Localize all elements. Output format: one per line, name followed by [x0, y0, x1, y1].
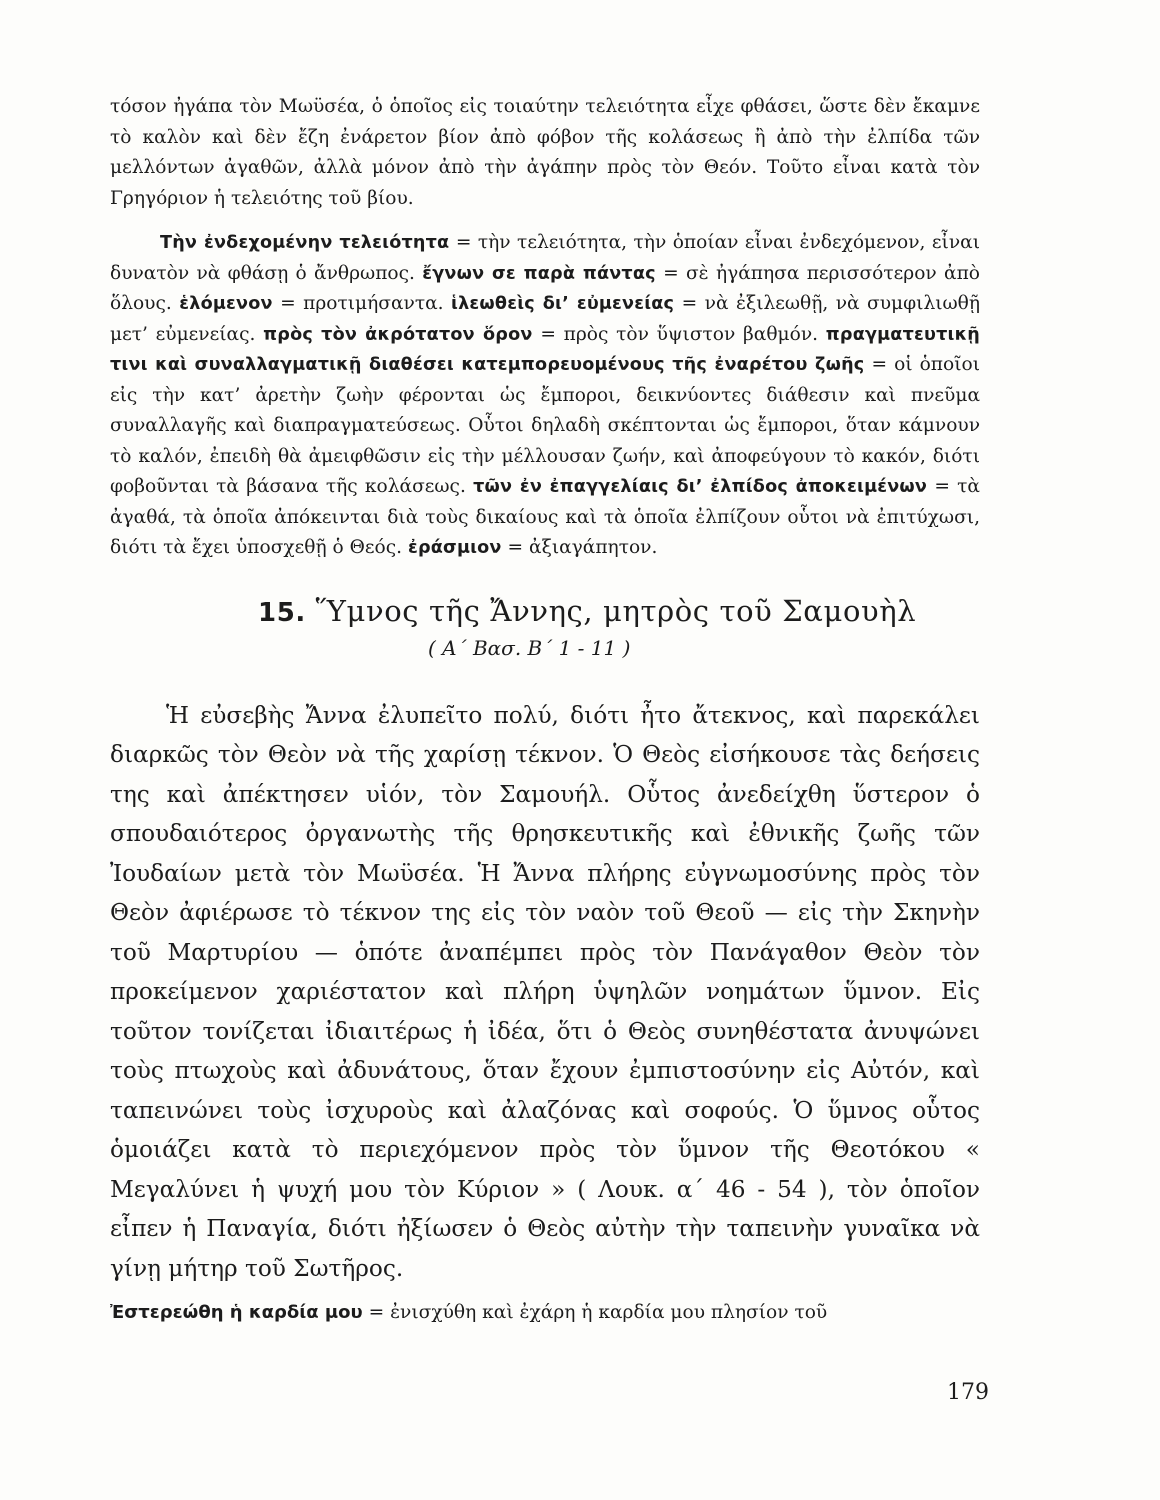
page-content [110, 92, 980, 1328]
gloss-term: Τὴν ἐνδεχομένην τελειότητα [160, 233, 450, 253]
section-number: 15. [258, 597, 306, 628]
section-reference: ( Α΄ Βασ. Β΄ 1 - 11 ) [428, 635, 631, 660]
section-title-text: Ὕμνος τῆς Ἄννης, μητρὸς τοῦ Σαμουὴλ [305, 593, 917, 628]
gloss-term: ἑλόμενον [179, 294, 273, 314]
gloss-definition: = τὴν τελειότητα, τὴν ὁποίαν εἶναι ἐνδεχόμενον, εἶναι δυνατὸν νὰ φθάσῃ ὁ ἄνθρωπος. [110, 232, 980, 284]
gloss-definition: = προτιμήσαντα. [272, 293, 452, 314]
gloss-definition: = ἐνισχύθη καὶ ἐχάρη ἡ καρδία μου πλησίον τοῦ [362, 1302, 828, 1323]
gloss-term: πρὸς τὸν ἀκρότατον ὅρον [263, 324, 533, 345]
gloss-term: ἐράσμιον [407, 538, 502, 558]
gloss-definition: = οἱ ὁποῖοι εἰς τὴν κατ’ ἀρετὴν ζωὴν φέρονται ὡς ἔμποροι, δεικνύοντες διάθεσιν καὶ πνεῦμα συναλλαγῆς καὶ διαπραγματεύσεως. Οὗτοι δηλαδὴ σκέπτονται ὡς ἔμποροι, ὅταν κάμνουν τὸ καλόν, ἐπειδὴ θὰ ἀμειφθῶσιν εἰς τὴν μέλλουσαν ζωήν, καὶ ἀποφεύγουν τὸ κακόν, διότι φοβοῦνται τὰ βάσανα τῆς κολάσεως. [110, 354, 980, 497]
glossary-paragraph [110, 228, 980, 564]
gloss-definition: = σὲ ἠγάπησα περισσότερον ἀπὸ ὅλους. [110, 262, 980, 314]
gloss-term: Ἐστερεώθη ἡ καρδία μου [110, 1302, 363, 1323]
gloss-term: ἔγνων σε παρὰ πάντας [422, 263, 656, 284]
gloss-definition: = νὰ ἐξιλεωθῇ, νὰ συμφιλιωθῇ μετ’ εὐμενείας. [110, 293, 981, 345]
gloss-term: ἱλεωθεὶς δι’ εὐμενείας [451, 294, 675, 314]
paragraph-text: τόσον ἠγάπα τὸν Μωϋσέα, ὁ ὁποῖος εἰς τοιαύτην τελειότητα εἶχε φθάσει, ὥστε δὲν ἔκαμνε τὸ καλὸν καὶ δὲν ἔζη ἐνάρετον βίον ἀπὸ φόβον τῆς κολάσεως ἢ ἀπὸ τὴν ἐλπίδα τῶν μελλόντων ἀγαθῶν, ἀλλὰ μόνον ἀπὸ τὴν ἀγάπην πρὸς τὸν Θεόν. Τοῦτο εἶναι κατὰ τὸν Γρηγόριον ἡ τελειότης τοῦ βίου. [110, 96, 980, 209]
gloss-definition: = τὰ ἀγαθά, τὰ ὁποῖα ἀπόκεινται διὰ τοὺς δικαίους καὶ τὰ ὁποῖα ἐλπίζουν οὗτοι νὰ ἐπιτύχωσι, διότι τὰ ἔχει ὑποσχεθῇ ὁ Θεός. [110, 476, 980, 558]
gloss-definition: = ἀξιαγάπητον. [501, 537, 658, 558]
gloss-definition: = πρὸς τὸν ὕψιστον βαθμόν. [532, 323, 826, 345]
paragraph-continuation [110, 92, 980, 214]
gloss-term: τῶν ἐν ἐπαγγελίαις δι’ ἐλπίδος ἀποκειμένων [473, 477, 928, 497]
glossary-paragraph-last [110, 1298, 980, 1328]
gloss-term: πραγματευτικῇ τινι καὶ συναλλαγματικῇ διαθέσει κατεμπορευομένους τῆς ἐναρέτου ζωῆς [110, 324, 981, 375]
body-paragraph: Ἡ εὐσεβὴς Ἄννα ἐλυπεῖτο πολύ, διότι ἦτο ἄτεκνος, καὶ παρεκάλει διαρκῶς τὸν Θεὸν νὰ τῆς χαρίσῃ τέκνον. Ὁ Θεὸς εἰσήκουσε τὰς δεήσεις της καὶ ἀπέκτησεν υἱόν, τὸν Σαμουήλ. Οὗτος ἀνεδείχθη ὕστερον ὁ σπουδαιότερος ὀργανωτὴς τῆς θρησκευτικῆς καὶ ἐθνικῆς ζωῆς τῶν Ἰουδαίων μετὰ τὸν Μωϋσέα. Ἡ Ἄννα πλήρης εὐγνωμοσύνης πρὸς τὸν Θεὸν ἀφιέρωσε τὸ τέκνον της εἰς τὸν ναὸν τοῦ Θεοῦ — εἰς τὴν Σκηνὴν τοῦ Μαρτυρίου — ὁπότε ἀναπέμπει πρὸς τὸν Πανάγαθον Θεὸν τὸν προκείμενον χαριέστατον καὶ πλήρη ὑψηλῶν νοημάτων ὕμνον. Εἰς τοῦτον τονίζεται ἰδιαιτέρως ἡ ἰδέα, ὅτι ὁ Θεὸς συνηθέστατα ἀνυψώνει τοὺς πτωχοὺς καὶ ἀδυνάτους, ὅταν ἔχουν ἐμπιστοσύνην εἰς Αὐτόν, καὶ ταπεινώνει τοὺς ἰσχυροὺς καὶ ἀλαζόνας καὶ σοφούς. Ὁ ὕμνος οὗτος ὁμοιάζει κατὰ τὸ περιεχόμενον πρὸς τὸν ὕμνον τῆς Θεοτόκου « Μεγαλύνει ἡ ψυχή μου τὸν Κύριον » ( Λουκ. α΄ 46 - 54 ), τὸν ὁποῖον εἶπεν ἡ Παναγία, διότι ἠξίωσεν ὁ Θεὸς αὐτὴν τὴν ταπεινὴν γυναῖκα νὰ γίνῃ μήτηρ τοῦ Σωτῆρος. [110, 701, 980, 1282]
section-title [110, 594, 980, 628]
page-number: 179 [947, 1380, 989, 1405]
